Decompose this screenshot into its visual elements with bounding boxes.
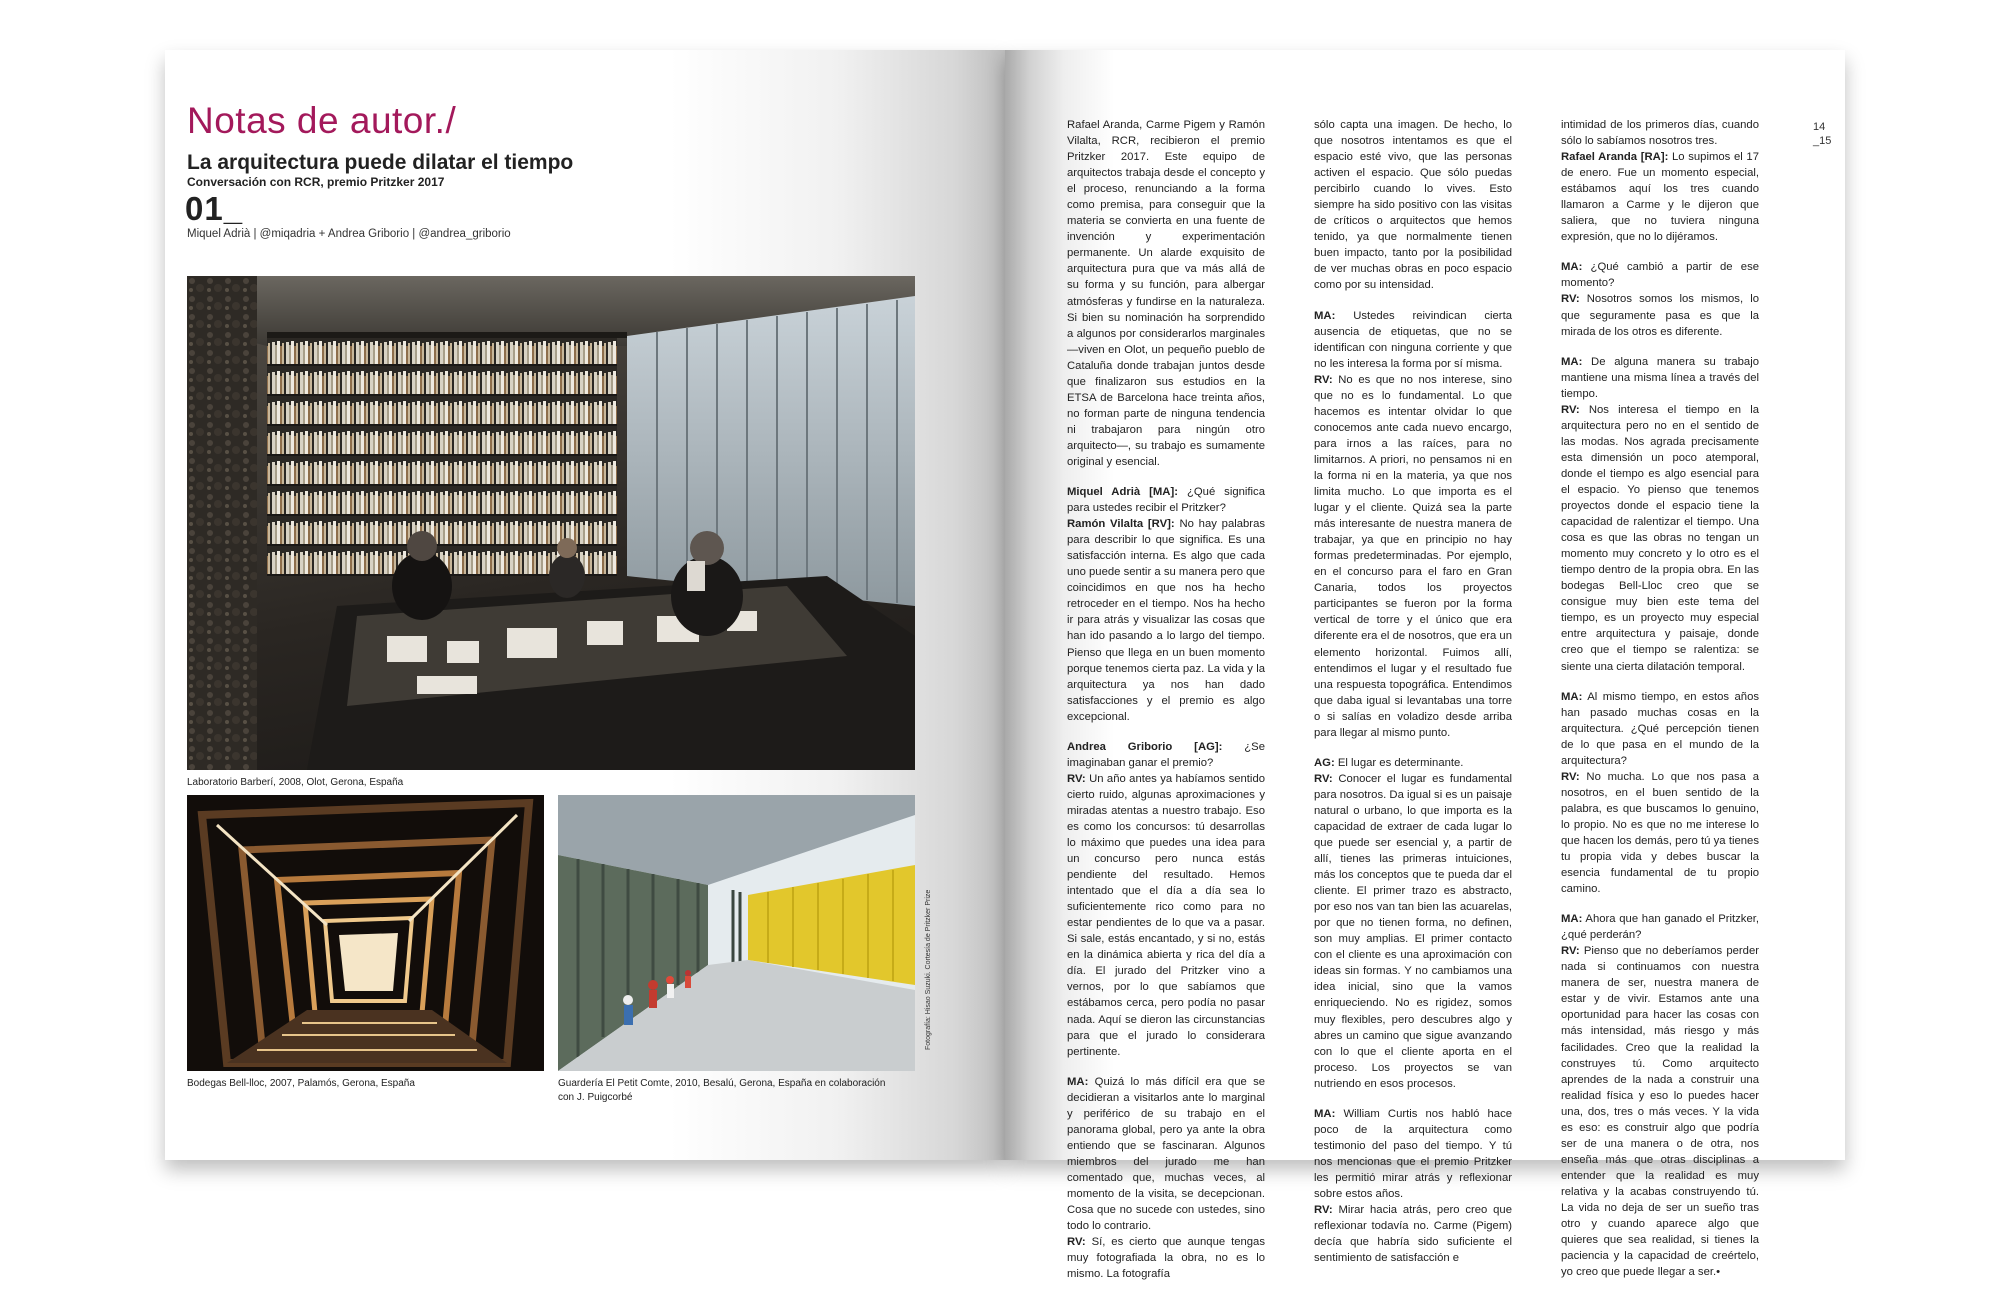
photo-credit: Fotografía: Hisao Suzuki. Cortesía de Pritzker Prize	[925, 889, 932, 1050]
paragraph: sólo capta una imagen. De hecho, lo que nosotros intentamos es que el espacio esté vivo, que las personas activen el espacio. Que sólo puedas percibirlo cuando lo vives. Esto siempre ha sido positivo con las visitas de críticos o arquitectos que hemos tenido, ya que normalmente tienen buen impacto, tanto por la posibilidad de ver muchas obras en poco espacio como por su intensidad.	[1314, 119, 1512, 292]
paragraph: MA: Ahora que han ganado el Pritzker, ¿qué perderán? RV: Pienso que no deberíamos perder nada si continuamos con nuestra manera de ser, nuestra manera de estar y de vivir. Estamos ante una oportunidad para hacer las cosas con más intensidad, más riesgo y más facilidades. Creo que la realidad la construyes tú. Como arquitecto aprendes de la nada a construir una realidad física y eso lo puedes hacer una, dos, tres o más veces. Y la vida es eso: es construir algo que podría ser de una manera o de otra, nos enseña más que otras disciplinas a entender que la realidad es muy relativa y la acabas construyendo tú. La vida no deja de ser un sueño tras otro y cuando aparece algo que quieres que sea realidad, si tienes la paciencia y la capacidad de creértelo, yo creo que puede llegar a ser.•	[1561, 913, 1760, 1279]
article-authors: Miquel Adrià | @miqadria + Andrea Griborio | @andrea_griborio	[187, 228, 511, 240]
page-number-right: _15	[1813, 135, 1832, 147]
paragraph: AG: El lugar es determinante. RV: Conocer el lugar es fundamental para nosotros. Da igual si es un paisaje natural o urbano, lo que importa es la capacidad de extraer de cada lugar lo que puede ser esencial y, a partir de allí, tienes las primeras intuiciones, más los conceptos que te pueda dar el cliente. El primer trazo es abstracto, por eso nos van tan bien las acuarelas, por que no tienen forma, no definen, son muy amplias. El primer contacto con el cliente es una aproximación con ideas sin formas. Y no cambiamos una idea inicial, sino que la vamos enriqueciendo. No es rigidez, somos muy flexibles, pero descubres algo y abres un camino que sigue avanzando con lo que el cliente aporta en el proceso. Los proyectos se van nutriendo en esos procesos.	[1314, 756, 1513, 1090]
left-page	[165, 50, 1005, 1160]
caption-main: Laboratorio Barberí, 2008, Olot, Gerona, España	[187, 777, 404, 788]
library-interior-illustration	[187, 276, 915, 770]
photo-bodegas-bell-lloc	[187, 795, 544, 1071]
paragraph: intimidad de los primeros días, cuando sólo lo sabíamos nosotros tres. Rafael Aranda [RA]: Lo supimos el 17 de enero. Fue un momento especial, estábamos aquí los tres cuando llamaron a Carme y le dijeron que saliera, que no tuviera ninguna expresión, que no lo dijéramos.	[1561, 119, 1759, 244]
paragraph: MA: Ustedes reivindican cierta ausencia de etiquetas, que no se identifican con ninguna corriente y que no les interesa la forma por sí misma. RV: No es que no nos interese, sino que no es lo fundamental. Lo que hacemos es intentar olvidar lo que conocemos ante cada nuevo encargo, para irnos a las raíces, para no limitarnos. A priori, no pensamos ni en la forma ni en la materia, ya que nos limita mucho. Lo que importa es el lugar y el cliente. Quizá sea la parte más interesante de nuestra manera de trabajar, ya que en principio no hay formas predeterminadas. Por ejemplo, en el concurso para el faro en Gran Canaria, todos los proyectos participantes se fueron por la forma vertical de torre y el único que era diferente era el de nosotros, que era un elemento horizontal. Fuimos allí, entendimos el lugar y el resultado fue una respuesta topográfica. Entendimos que daba igual si levantabas una torre o si salías en voladizo desde arriba para llegar al mismo punto.	[1314, 309, 1513, 739]
section-title: Notas de autor./	[187, 100, 457, 141]
article-number: 01_	[185, 190, 244, 227]
paragraph: MA: ¿Qué cambió a partir de ese momento? RV: Nosotros somos los mismos, lo que seguramente pasa es que la mirada de los otros es diferente.	[1561, 261, 1759, 338]
winery-tunnel-illustration	[187, 795, 544, 1071]
page-numbers	[1813, 120, 1831, 148]
paragraph: Andrea Griborio [AG]: ¿Se imaginaban ganar el premio? RV: Un año antes ya habíamos sentido cierto ruido, algunas aproximaciones y miradas atentas a nuestro trabajo. Eso es como los concursos: tú desarrollas lo máximo que puedes una idea para un concurso pero nunca estás pendiente del resultado. Hemos intentado que el día a día sea lo suficientemente rico como para no estar pendientes de lo que va a pasar. Si sale, estás encantado, y si no, estás en la dinámica abierta y rica del día a día. El jurado del Pritzker vino a vernos, por lo que sabíamos que estábamos cerca, pero podía no pasar nada. Aquí se dieron las circunstancias para que el jurado lo considerara pertinente.	[1067, 740, 1266, 1058]
paragraph: MA: Quizá lo más difícil era que se decidieran a visitarlos ante lo marginal y periférico de su trabajo en el panorama global, pero ya ante la obra entiendo que se fascinaran. Algunos miembros del jurado me han comentado que, muchas veces, al momento de la visita, se decepcionan. Cosa que no sucede con ustedes, sino todo lo contrario. RV: Sí, es cierto que aunque tengas muy fotografiada la obra, no es lo mismo. La fotografía	[1067, 1075, 1265, 1281]
caption-guarderia: Guardería El Petit Comte, 2010, Besalú, Gerona, España en colaboración con J. Puigcorbé	[558, 1078, 886, 1103]
paragraph: Miquel Adrià [MA]: ¿Qué significa para ustedes recibir el Pritzker? Ramón Vilalta [RV]: No hay palabras para describir lo que significa. Es una satisfacción interna. Es algo que cada uno puede sentir a su manera pero que coincidimos en que nos ha hecho retroceder en el tiempo. Nos ha hecho ir para atrás y visualizar las cosas que han ido pasando a lo largo del tiempo. Pienso que llega en un buen momento porque tenemos cierta paz. La vida y la arquitectura ya nos han dado satisfacciones y el premio es algo excepcional.	[1067, 486, 1265, 723]
kindergarten-corridor-illustration	[558, 795, 915, 1071]
text-column-1	[1067, 117, 1265, 1296]
caption-bodegas: Bodegas Bell-lloc, 2007, Palamós, Gerona, España	[187, 1078, 415, 1089]
text-column-3	[1561, 117, 1759, 1294]
paragraph: MA: William Curtis nos habló hace poco de la arquitectura como testimonio del paso del tiempo. Y tú nos mencionas que el premio Pritzker les permitió mirar atrás y reflexionar sobre estos años. RV: Mirar hacia atrás, pero creo que reflexionar todavía no. Carme (Pigem) decía que habría sido suficiente el sentimiento de satisfacción e	[1314, 1107, 1513, 1265]
paragraph: Rafael Aranda, Carme Pigem y Ramón Vilalta, RCR, recibieron el premio Pritzker 2017. Este equipo de arquitectos trabaja desde el concepto y el proceso, renunciando a la forma como premisa, para conseguir que la materia se convierta en una fuente de invención y experimentación permanente. Un alarde exquisito de arquitectura pura que va más allá de su forma y su función, para albergar atmósferas y fundirse en la naturaleza. Si bien su nominación ha sorprendido a algunos por considerarlos marginales —viven en Olot, un pequeño pueblo de Cataluña donde trabajan juntos desde que finalizaron sus estudios en la ETSA de Barcelona hace treinta años, no forman parte de ninguna tendencia ni trabajaron para ningún otro arquitecto—, su trabajo es sumamente original y esencial.	[1067, 119, 1265, 468]
right-page	[1005, 50, 1845, 1281]
photo-laboratorio-barberi	[187, 276, 915, 770]
article-headline: La arquitectura puede dilatar el tiempo	[187, 151, 574, 174]
paragraph: MA: Al mismo tiempo, en estos años han pasado muchas cosas en la arquitectura. ¿Qué percepción tienen de lo que pasa en el mundo de la arquitectura? RV: No mucha. Lo que nos pasa a nosotros, en el buen sentido de la palabra, es que buscamos lo genuino, lo propio. No es que no me interese lo que hacen los demás, pero tú ya tienes tu propia vida y debes buscar la esencia fundamental de tu propio camino.	[1561, 690, 1760, 896]
photo-guarderia-el-petit-comte	[558, 795, 915, 1071]
page-number-left: 14	[1813, 121, 1826, 133]
text-column-2	[1314, 117, 1512, 1280]
paragraph: MA: De alguna manera su trabajo mantiene una misma línea a través del tiempo. RV: Nos interesa el tiempo en la arquitectura pero no en el sentido de las modas. Nos agrada precisamente esta dimensión un poco atemporal, donde el tiempo es algo esencial para el espacio. Yo pienso que tenemos proyectos donde el espacio tiene la capacidad de ralentizar el tiempo. Una cosa es que las obras no tengan un momento muy concreto y lo otro es el tiempo dentro de la propia obra. En las bodegas Bell-Lloc creo que se consigue muy bien este tema del tiempo, es un proyecto muy especial entre arquitectura y paisaje, donde creo que el tiempo se ralentiza: se siente una cierta dilatación temporal.	[1561, 355, 1759, 673]
article-subtitle: Conversación con RCR, premio Pritzker 2017	[187, 175, 445, 189]
